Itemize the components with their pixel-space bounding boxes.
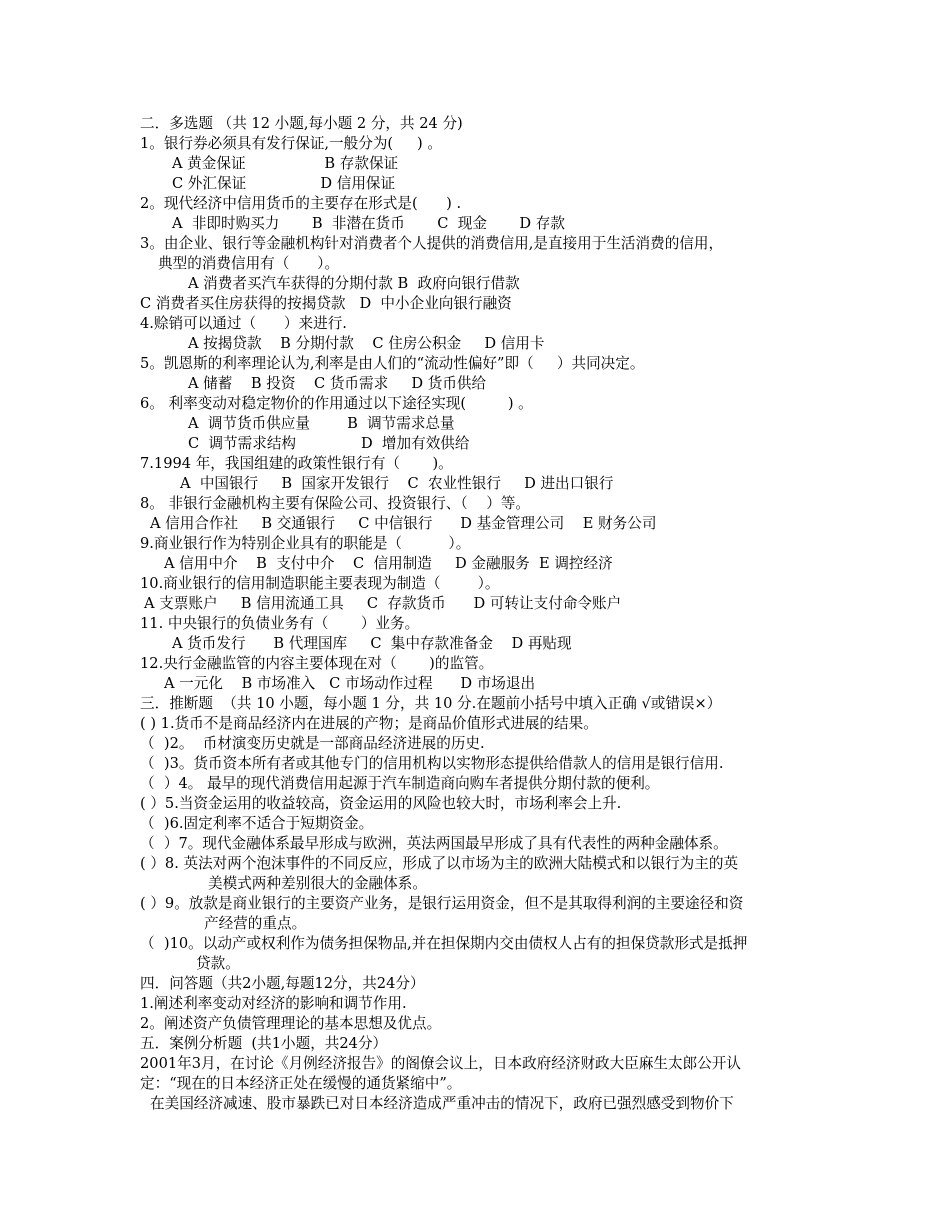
text-line: C 消费者买住房获得的按揭贷款 D 中小企业向银行融资: [140, 295, 512, 312]
text-line: A 非即时购买力 B 非潜在货币 C 现金 D 存款: [172, 215, 565, 232]
text-line: ( ）5.当资金运用的收益较高，资金运用的风险也较大时，市场利率会上升.: [140, 795, 622, 812]
text-line: 三．推断题 （共 10 小题，每小题 1 分，共 10 分.在题前小括号中填入正确 √或错误×）: [140, 695, 722, 712]
text-line: 8。 非银行金融机构主要有保险公司、投资银行、（ ）等。: [140, 495, 531, 512]
text-line: C 调节需求结构 D 增加有效供给: [188, 435, 470, 452]
text-line: 9.商业银行作为特别企业具有的职能是（ ）。: [140, 535, 471, 552]
text-line: A 黄金保证 B 存款保证: [172, 155, 399, 172]
text-line: 贷款。: [196, 955, 240, 972]
text-line: 定：“现在的日本经济正处在缓慢的通货紧缩中”。: [140, 1075, 462, 1092]
text-line: 3。由企业、银行等金融机构针对消费者个人提供的消费信用,是直接用于生活消费的信用，: [140, 235, 724, 252]
text-line: ( ）8. 英法对两个泡沫事件的不同反应，形成了以市场为主的欧洲大陆模式和以银行为主的英: [140, 855, 739, 872]
text-line: A 调节货币供应量 B 调节需求总量: [188, 415, 455, 432]
text-line: 10.商业银行的信用制造职能主要表现为制造（ ）。: [140, 575, 500, 592]
text-line: 二．多选题 （共 12 小题,每小题 2 分，共 24 分): [140, 115, 463, 132]
text-line: （ )10。以动产或权利作为债务担保物品,并在担保期内交由债权人占有的担保贷款形式是抵押: [140, 935, 748, 952]
text-line: 7.1994 年，我国组建的政策性银行有（ )。: [140, 455, 453, 472]
text-line: A 中国银行 B 国家开发银行 C 农业性银行 D 进出口银行: [180, 475, 614, 492]
text-line: ( ）9。放款是商业银行的主要资产业务，是银行运用资金，但不是其取得利润的主要途径和资: [140, 895, 744, 912]
text-line: A 信用中介 B 支付中介 C 信用制造 D 金融服务 E 调控经济: [164, 555, 613, 572]
text-line: 四．问答题（共2小题,每题12分，共24分）: [140, 975, 425, 992]
text-line: A 信用合作社 B 交通银行 C 中信银行 D 基金管理公司 E 财务公司: [150, 515, 657, 532]
text-line: A 货币发行 B 代理国库 C 集中存款准备金 D 再贴现: [172, 635, 572, 652]
text-line: C 外汇保证 D 信用保证: [172, 175, 396, 192]
text-line: （ ）4。 最早的现代消费信用起源于汽车制造商向购车者提供分期付款的便利。: [140, 775, 660, 792]
text-line: 11. 中央银行的负债业务有（ ）业务。: [140, 615, 420, 632]
text-line: 1。银行券必须具有发行保证,一般分为( ) 。: [140, 135, 442, 152]
text-line: 2001年3月，在讨论《月例经济报告》的阁僚会议上，日本政府经济财政大臣麻生太郎公开认: [140, 1055, 741, 1072]
text-line: 2。阐述资产负债管理理论的基本思想及优点。: [140, 1015, 442, 1032]
text-line: A 储蓄 B 投资 C 货币需求 D 货币供给: [188, 375, 487, 392]
text-line: 6。 利率变动对稳定物价的作用通过以下途径实现( ) 。: [140, 395, 533, 412]
text-line: （ ）7。现代金融体系最早形成与欧洲，英法两国最早形成了具有代表性的两种金融体系。: [140, 835, 728, 852]
text-line: A 消费者买汽车获得的分期付款 B 政府向银行借款: [188, 275, 520, 292]
text-line: ( ) 1.货币不是商品经济内在进展的产物；是商品价值形式进展的结果。: [140, 715, 598, 732]
text-line: （ )2。 币材演变历史就是一部商品经济进展的历史.: [140, 735, 485, 752]
text-line: 2。现代经济中信用货币的主要存在形式是( ) .: [140, 195, 462, 212]
text-line: （ )6.固定利率不适合于短期资金。: [140, 815, 374, 832]
text-line: A 支票账户 B 信用流通工具 C 存款货币 D 可转让支付命令账户: [144, 595, 622, 612]
text-line: 5。凯恩斯的利率理论认为,利率是由人们的“流动性偏好”即（ ）共同决定。: [140, 355, 645, 372]
text-line: A 一元化 B 市场准入 C 市场动作过程 D 市场退出: [164, 675, 536, 692]
text-line: 12.央行金融监管的内容主要体现在对（ )的监管。: [140, 655, 494, 672]
text-line: 五．案例分析题 (共1小题，共24分）: [140, 1035, 388, 1052]
text-line: 典型的消费信用有（ ）。: [158, 255, 340, 272]
text-line: 产经营的重点。: [204, 915, 307, 932]
text-line: A 按揭贷款 B 分期付款 C 住房公积金 D 信用卡: [188, 335, 545, 352]
text-line: 美模式两种差别很大的金融体系。: [208, 875, 427, 892]
text-line: 4.赊销可以通过（ ）来进行.: [140, 315, 347, 332]
text-line: 在美国经济减速、股市暴跌已对日本经济造成严重冲击的情况下，政府已强烈感受到物价下: [150, 1095, 734, 1112]
text-line: 1.阐述利率变动对经济的影响和调节作用.: [140, 995, 407, 1012]
text-line: （ )3。货币资本所有者或其他专门的信用机构以实物形态提供给借款人的信用是银行信用.: [140, 755, 724, 772]
